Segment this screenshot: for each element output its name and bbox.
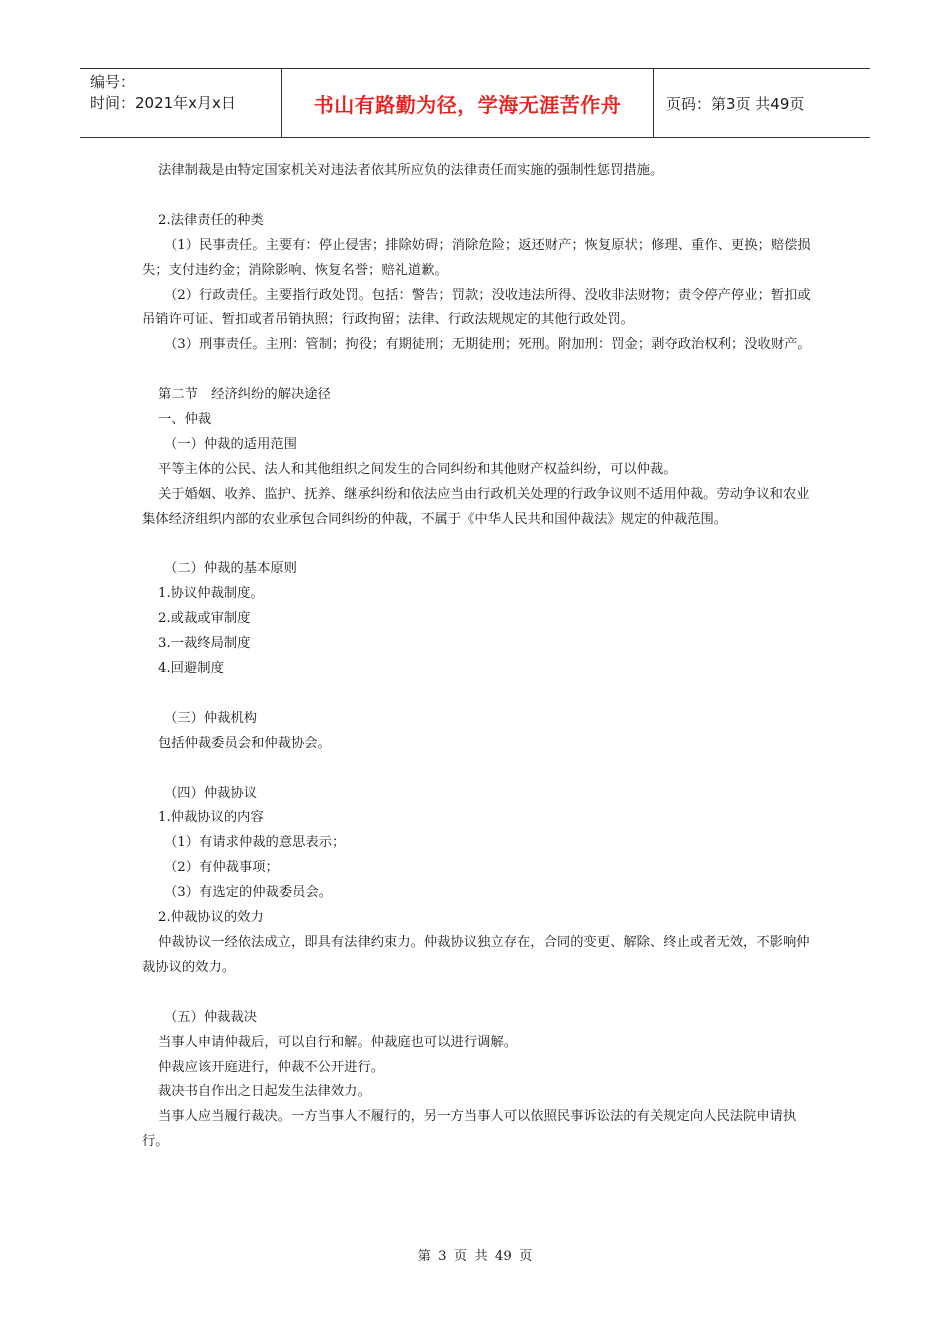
list-item: （2）有仲裁事项；	[164, 860, 279, 876]
list-item: 2.仲裁协议的效力	[158, 910, 264, 926]
list-item: 1.协议仲裁制度。	[158, 586, 264, 602]
header-motto: 书山有路勤为径，学海无涯苦作舟	[313, 92, 622, 117]
paragraph: 法律制裁是由特定国家机关对违法者依其所应负的法律责任而实施的强制性惩罚措施。	[158, 163, 664, 178]
spacer	[142, 358, 812, 383]
document-date: 时间：2021年x月x日	[90, 94, 236, 112]
subsection-heading: （一）仲裁的适用范围	[164, 436, 297, 452]
paragraph: （1）民事责任。主要有：停止侵害；排除妨碍；消除危险；返还财产；恢复原状；修理、重作、更换；赔偿损失；支付违约金；消除影响、恢复名誉；赔礼道歉。	[142, 237, 811, 278]
document-body	[142, 159, 812, 1155]
spacer	[142, 757, 812, 782]
spacer	[142, 981, 812, 1006]
list-item: 2.或裁或审制度	[158, 611, 251, 627]
paragraph: （3）刑事责任。主刑：管制；拘役；有期徒刑；无期徒刑；死刑。附加刑：罚金；剥夺政治权利；没收财产。	[164, 337, 811, 353]
section-heading: 一、仲裁	[158, 412, 212, 428]
section-heading: 2.法律责任的种类	[158, 212, 264, 228]
list-item: 3.一裁终局制度	[158, 636, 251, 652]
paragraph: 裁决书自作出之日起发生法律效力。	[158, 1084, 371, 1100]
document-code-label: 编号：	[90, 73, 136, 91]
paragraph: 当事人应当履行裁决。一方当事人不履行的，另一方当事人可以依照民事诉讼法的有关规定向人民法院申请执行。	[142, 1109, 797, 1150]
spacer	[142, 533, 812, 558]
paragraph: （2）行政责任。主要指行政处罚。包括：警告；罚款；没收违法所得、没收非法财物；责令停产停业；暂扣或吊销许可证、暂扣或者吊销执照；行政拘留；法律、行政法规规定的其他行政处罚。	[142, 287, 811, 328]
paragraph: 包括仲裁委员会和仲裁协会。	[158, 735, 331, 751]
page-footer: 第 3 页 共 49 页	[417, 1249, 533, 1264]
paragraph: 当事人申请仲裁后，可以自行和解。仲裁庭也可以进行调解。	[158, 1034, 518, 1050]
list-item: 1.仲裁协议的内容	[158, 810, 264, 826]
subsection-heading: （四）仲裁协议	[164, 785, 258, 801]
spacer	[142, 682, 812, 707]
header-meta	[80, 69, 282, 137]
list-item: （3）有选定的仲裁委员会。	[164, 885, 333, 901]
paragraph: 平等主体的公民、法人和其他组织之间发生的合同纠纷和其他财产权益纠纷，可以仲裁。	[158, 461, 677, 477]
subsection-heading: （二）仲裁的基本原则	[164, 561, 297, 577]
section-heading: 第二节 经济纠纷的解决途径	[158, 387, 331, 403]
list-item: 4.回避制度	[158, 661, 224, 677]
header-motto-cell	[282, 69, 654, 137]
subsection-heading: （五）仲裁裁决	[164, 1009, 258, 1025]
page-header	[80, 68, 870, 138]
paragraph: 仲裁应该开庭进行，仲裁不公开进行。	[158, 1059, 385, 1075]
header-page-number: 页码：第3页 共49页	[666, 94, 805, 113]
header-page-info	[654, 69, 870, 137]
subsection-heading: （三）仲裁机构	[164, 710, 258, 726]
list-item: （1）有请求仲裁的意思表示；	[164, 835, 346, 851]
spacer	[142, 184, 812, 209]
paragraph: 仲裁协议一经依法成立，即具有法律约束力。仲裁协议独立存在，合同的变更、解除、终止或者无效，不影响仲裁协议的效力。	[142, 935, 810, 975]
paragraph: 关于婚姻、收养、监护、抚养、继承纠纷和依法应当由行政机关处理的行政争议则不适用仲裁。劳动争议和农业集体经济组织内部的农业承包合同纠纷的仲裁，不属于《中华人民共和国仲裁法》规定的仲裁范围。	[142, 486, 810, 527]
